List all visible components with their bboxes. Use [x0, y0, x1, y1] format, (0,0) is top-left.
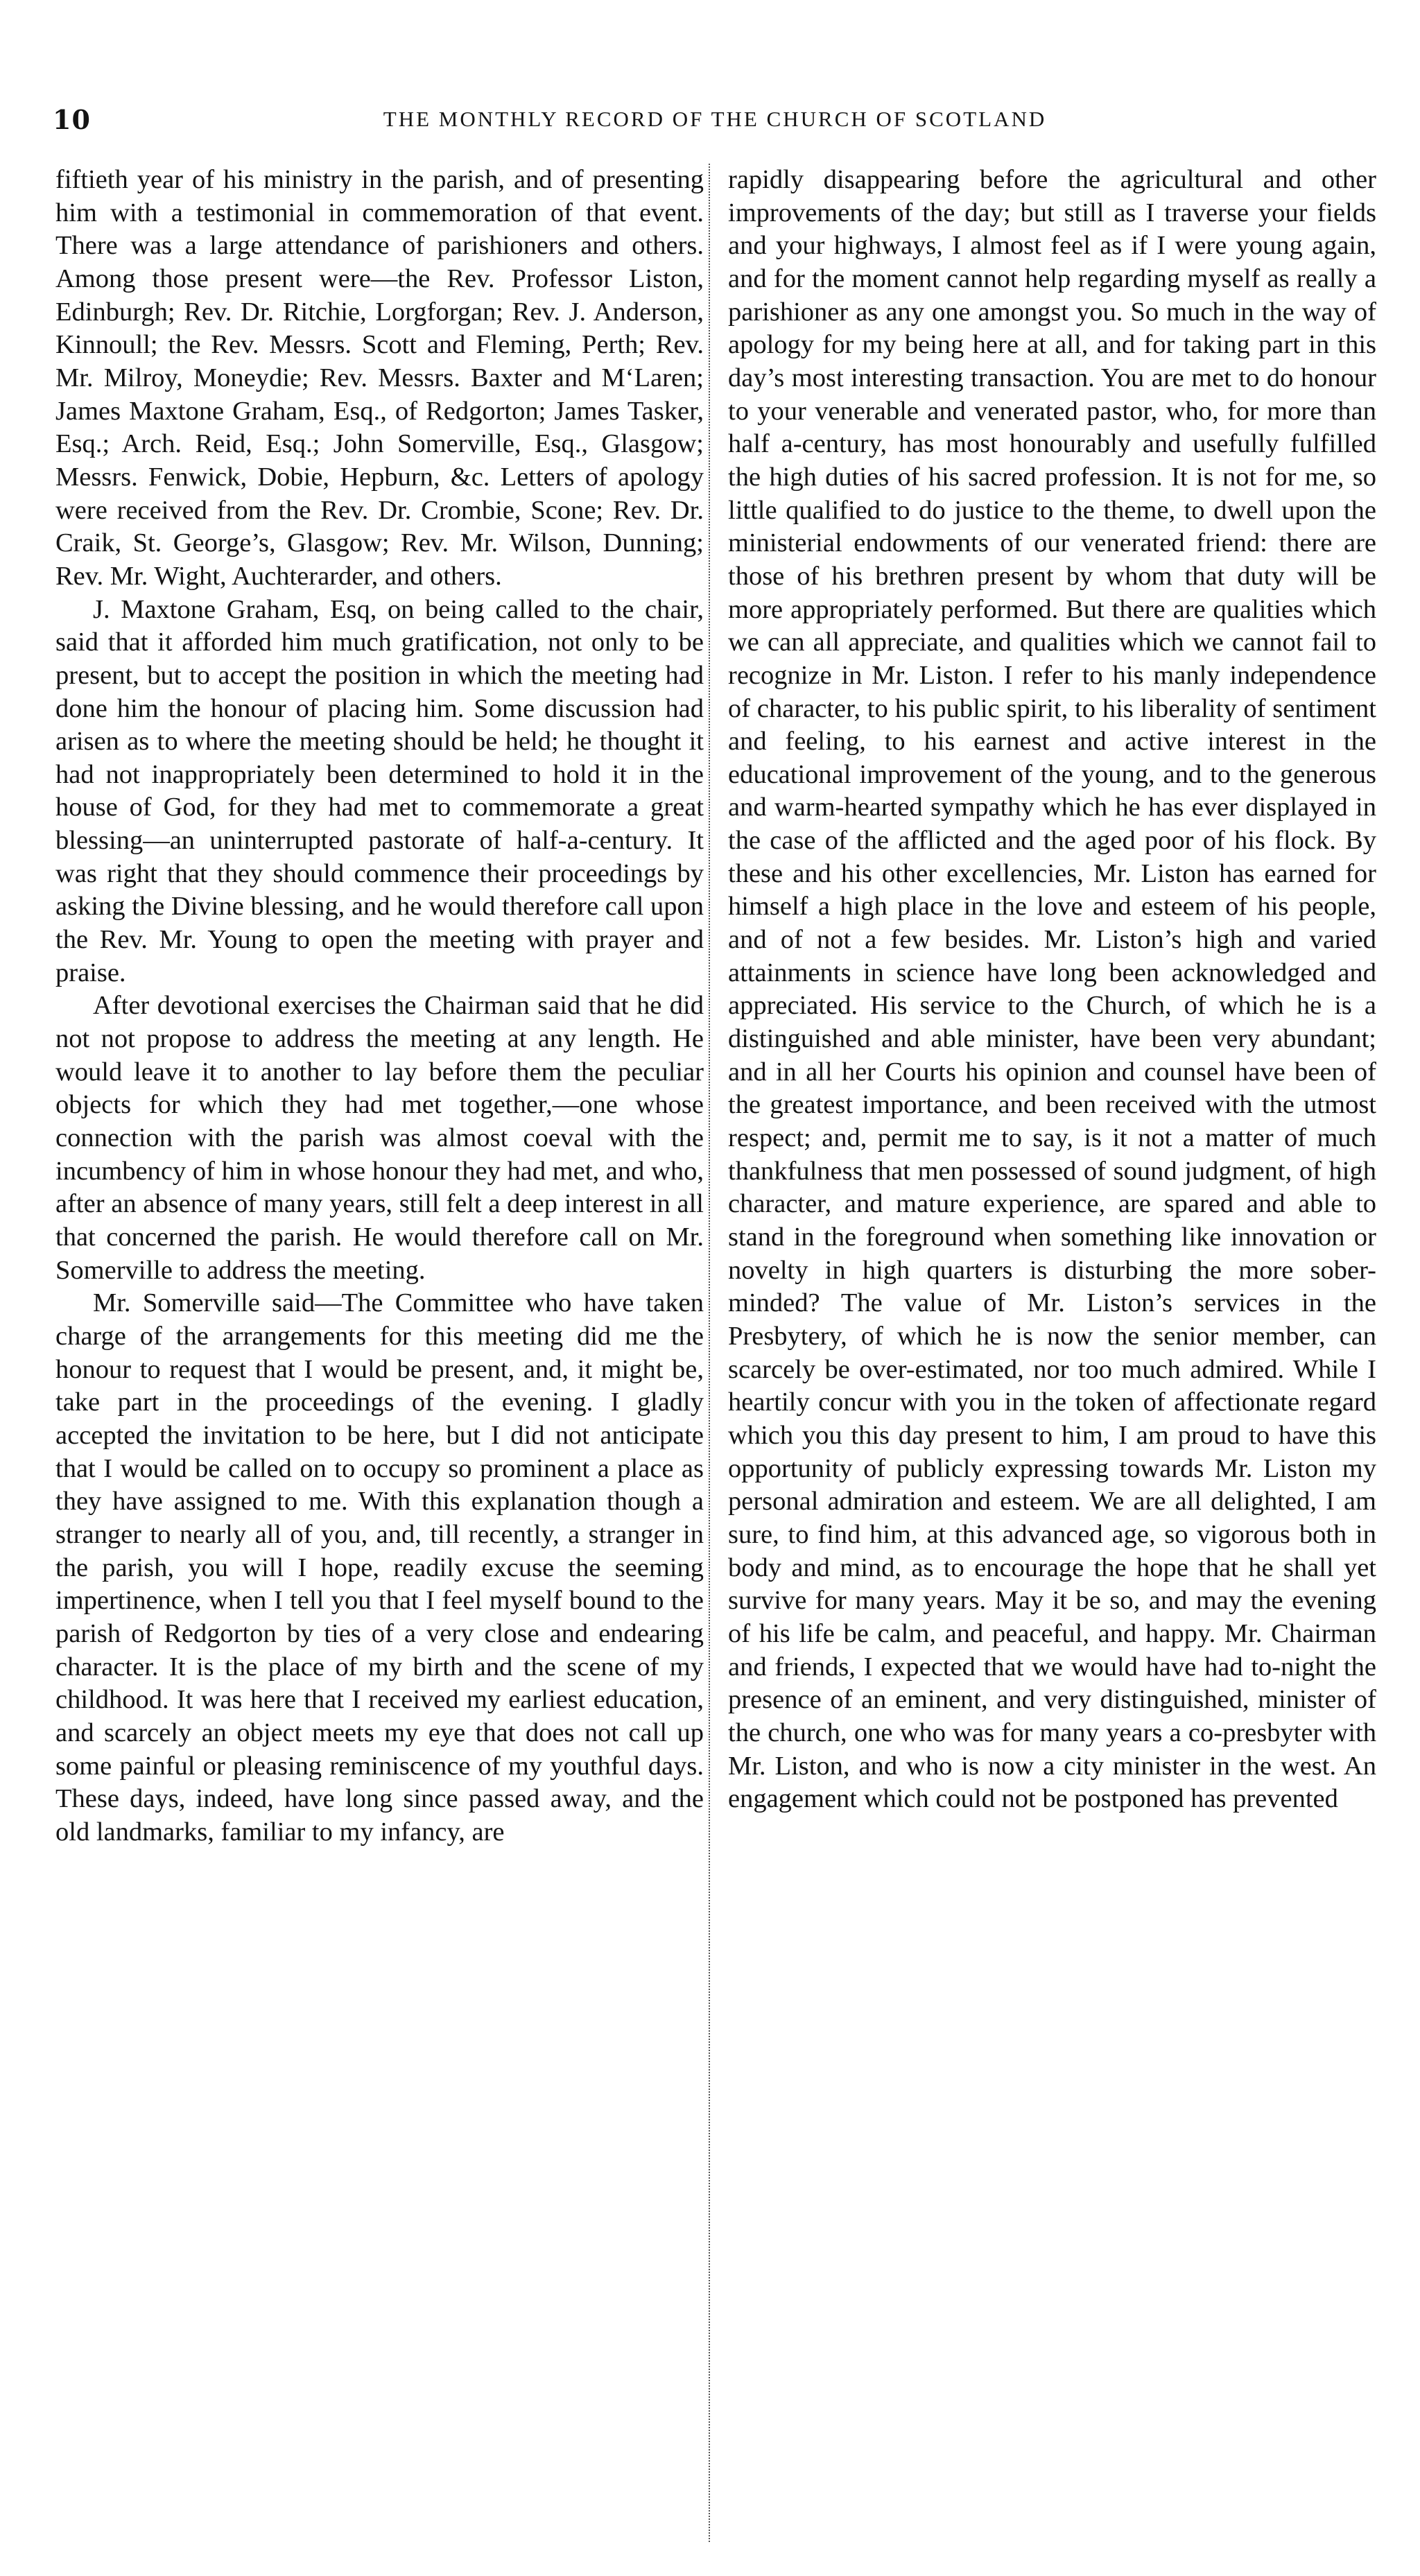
paragraph-devotional-exercises: After devotional exercises the Chairman said that he did not not propose to address the meeting at any length. He would leave it to another to lay before them the peculiar objects for which they had met together,—one whose connection with the parish was almost coeval with the incumbency of him in whose honour they had met, and who, after an absence of many years, still felt a deep interest in all that concerned the parish. He would therefore call on Mr. Somerville to address the meeting.: [55, 991, 704, 1285]
left-column: [55, 164, 704, 2549]
paragraph-somerville-speech: Mr. Somerville said—The Committee who have taken charge of the arrangements for this meeting did me the honour to request that I would be present, and, it might be, take part in the proceedings of the evening. I gladly accepted the invitation to be here, but I did not anticipate that I would be called on to occupy so prominent a place as they have assigned to me. With this explanation though a stranger to nearly all of you, and, till recently, a stranger in the parish, you will I hope, readily excuse the seeming impertinence, when I tell you that I feel myself bound to the parish of Redgorton by ties of a very close and endearing character. It is the place of my birth and the scene of my childhood. It was here that I received my earliest education, and scarcely an object meets my eye that does not call up some painful or pleasing reminiscence of my youthful days. These days, indeed, have long since passed away, and the old landmarks, familiar to my infancy, are: [55, 1288, 704, 1847]
running-title: THE MONTHLY RECORD OF THE CHURCH OF SCOTLAND: [383, 107, 1047, 131]
paragraph-chairman-opening: J. Maxtone Graham, Esq, on being called to the chair, said that it afforded him much gratification, not only to be present, but to accept the position in which the meeting had done him the honour of placing him. Some discussion had arisen as to where the meeting should be held; he thought it had not inappropriately been determined to hold it in the house of God, for they had met to commemorate a great blessing—an uninterrupted pastorate of half-a-century. It was right that they should commence their proceedings by asking the Divine blessing, and he would therefore call upon the Rev. Mr. Young to open the meeting with prayer and praise.: [55, 594, 704, 987]
column-divider: [709, 164, 710, 2542]
page-header: [53, 104, 1377, 139]
paragraph-somerville-continued: rapidly disappearing before the agricultural and other improvements of the day; but still as I traverse your fields and your highways, I almost feel as if I were young again, and for the moment cannot help regarding myself as really a parishioner as any one amongst you. So much in the way of apology for my being here at all, and for taking part in this day’s most interesting transaction. You are met to do honour to your venerable and venerated pastor, who, for more than half a-century, has most honourably and usefully fulfilled the high duties of his sacred profession. It is not for me, so little qualified to do justice to the theme, to dwell upon the ministerial endowments of our venerated friend: there are those of his brethren present by whom that duty will be more appropriately performed. But there are qualities which we can all appreciate, and qualities which we cannot fail to recognize in Mr. Liston. I refer to his manly independence of character, to his public spirit, to his liberality of sentiment and feeling, to his earnest and active interest in the educational improvement of the young, and to the generous and warm-hearted sympathy which he has ever displayed in the case of the afflicted and the aged poor of his flock. By these and his other excellencies, Mr. Liston has earned for himself a high place in the love and esteem of his people, and of not a few besides. Mr. Liston’s high and varied attainments in science have long been acknowledged and appreciated. His service to the Church, of which he is a distinguished and able minister, have been very abundant; and in all her Courts his opinion and counsel have been of the greatest importance, and been received with the utmost respect; and, permit me to say, is it not a matter of much thankfulness that men possessed of sound judgment, of high character, and mature experience, are spared and able to stand in the foreground when something like innovation or novelty in high quarters is disturbing the more sober-minded? The value of Mr. Liston’s services in the Presbytery, of which he is now the senior member, can scarcely be over-estimated, nor too much admired. While I heartily concur with you in the token of affectionate regard which you this day present to him, I am proud to have this opportunity of publicly expressing towards Mr. Liston my personal admiration and esteem. We are all delighted, I am sure, to find him, at this advanced age, so vigorous both in body and mind, as to encourage the hope that he shall yet survive for many years. May it be so, and may the evening of his life be calm, and peaceful, and happy. Mr. Chairman and friends, I expected that we would have had to-night the presence of an eminent, and very distinguished, minister of the church, one who was for many years a co-presbyter with Mr. Liston, and who is now a city minister in the west. An engagement which could not be postponed has prevented: [728, 165, 1376, 1814]
right-column: [728, 164, 1376, 2549]
page-number: 10: [53, 104, 91, 135]
paragraph-attendance: fiftieth year of his ministry in the parish, and of presenting him with a testimonial in commemoration of that event. There was a large attendance of parishioners and others. Among those present were—the Rev. Professor Liston, Edinburgh; Rev. Dr. Ritchie, Lorgforgan; Rev. J. Anderson, Kinnoull; the Rev. Messrs. Scott and Fleming, Perth; Rev. Mr. Milroy, Moneydie; Rev. Messrs. Baxter and M‘Laren; James Maxtone Graham, Esq., of Redgorton; James Tasker, Esq.; Arch. Reid, Esq.; John Somerville, Esq., Glasgow; Messrs. Fenwick, Dobie, Hepburn, &c. Letters of apology were received from the Rev. Dr. Crombie, Scone; Rev. Dr. Craik, St. George’s, Glasgow; Rev. Mr. Wilson, Dunning; Rev. Mr. Wight, Auchterarder, and others.: [55, 165, 704, 591]
